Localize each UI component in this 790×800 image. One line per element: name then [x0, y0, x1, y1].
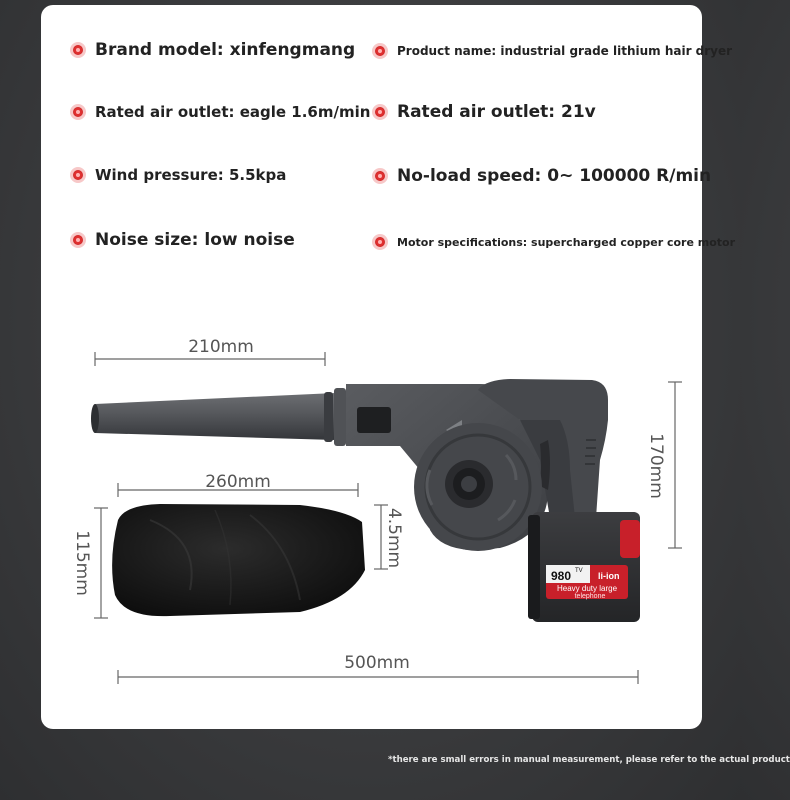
spec-noise-text: Noise size: low noise [95, 230, 295, 250]
dimension-total-length-label: 500mm [344, 653, 410, 673]
dimension-bag-height [72, 508, 108, 618]
dimension-nozzle-label: 210mm [188, 337, 254, 357]
battery-type: li-ion [598, 571, 620, 581]
battery-label-line1: Heavy duty large [556, 584, 618, 593]
measurement-footnote: *there are small errors in manual measurement, please refer to the actual product [388, 755, 790, 765]
battery-capacity-unit: TV [575, 568, 583, 574]
dimension-total-length [118, 653, 638, 684]
spec-air-outlet-voltage-text: Rated air outlet: 21v [397, 102, 596, 122]
spec-product-name-text: Product name: industrial grade lithium hair dryer [397, 44, 733, 58]
spec-air-outlet-speed-text: Rated air outlet: eagle 1.6m/min [95, 103, 371, 121]
dimension-bag-length-label: 260mm [205, 472, 271, 492]
battery-capacity: 980 [551, 569, 572, 583]
battery-label-line2: telephone [574, 593, 606, 600]
spec-brand-text: Brand model: xinfengmang [95, 40, 356, 60]
dimension-body-height [646, 382, 682, 548]
spec-no-load-speed-text: No-load speed: 0~ 100000 R/min [397, 166, 712, 186]
dimension-nozzle [95, 337, 325, 366]
dimension-bag-neck-label: 4.5mm [384, 507, 404, 569]
dimension-body-height-label: 170mm [646, 433, 666, 499]
spec-motor-text: Motor specifications: supercharged copper core motor [397, 235, 736, 249]
dimension-bag-length [118, 472, 358, 497]
dust-bag [112, 504, 365, 616]
spec-wind-pressure-text: Wind pressure: 5.5kpa [95, 166, 287, 184]
dimension-bag-height-label: 115mm [72, 530, 92, 596]
dimension-bag-neck [374, 505, 404, 569]
battery-pack [528, 512, 640, 622]
